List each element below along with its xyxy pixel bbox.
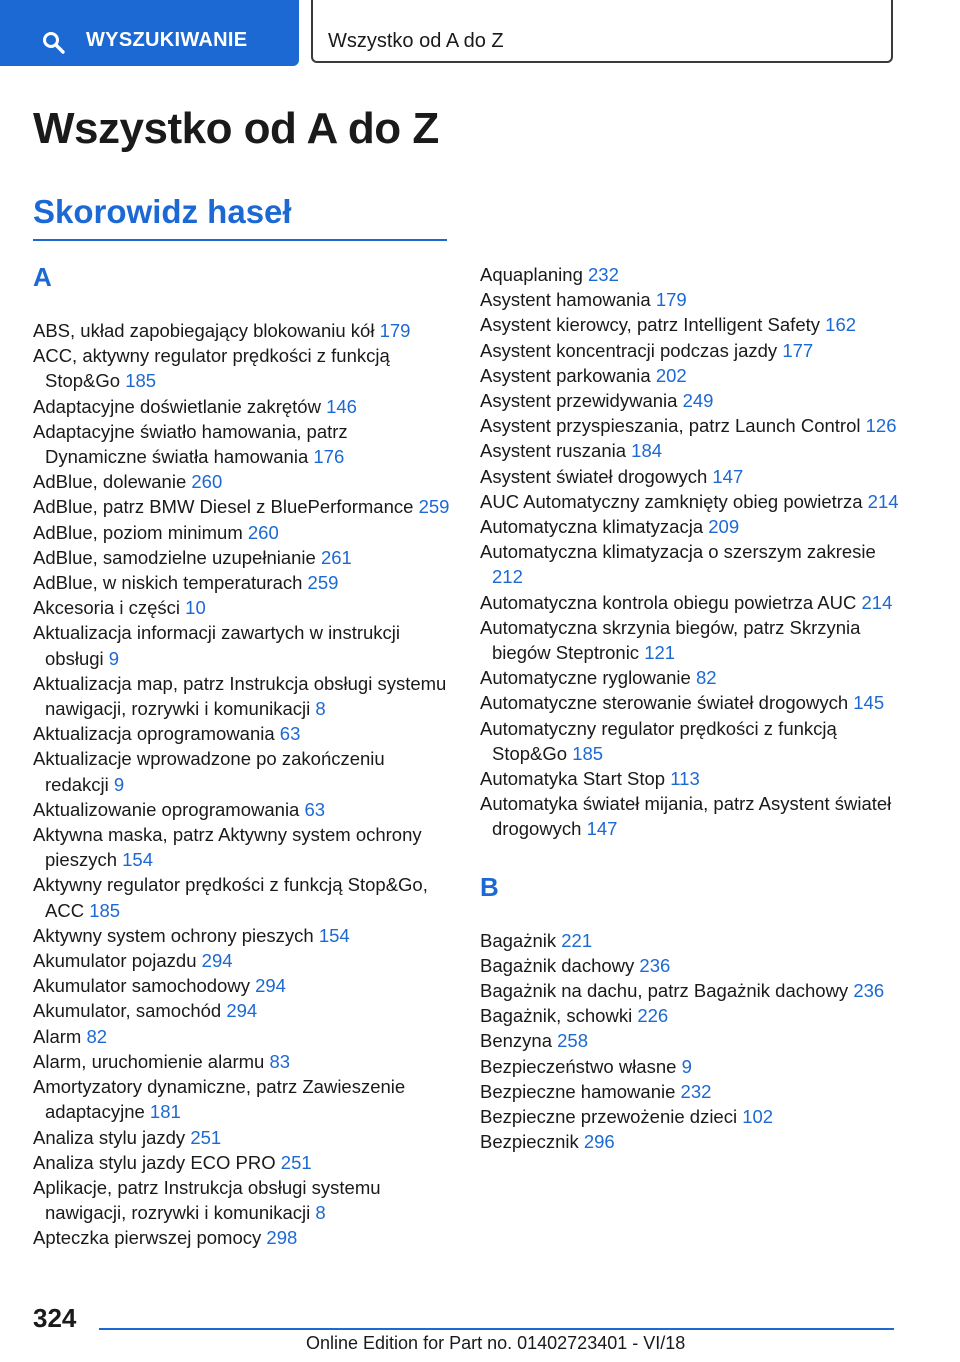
page-reference-link[interactable]: 296: [583, 1131, 615, 1153]
index-entry-text: Analiza stylu jazdy ECO PRO: [33, 1151, 276, 1173]
page-reference-link[interactable]: 202: [655, 364, 687, 386]
index-entry-text: Automatyczna kontrola obiegu powietrza AUC: [480, 591, 857, 613]
index-entry-text: Bagażnik dachowy: [480, 954, 635, 976]
page-reference-link[interactable]: 185: [572, 742, 604, 764]
page-reference-link[interactable]: 260: [191, 471, 223, 493]
index-entry: [33, 1049, 453, 1074]
page-reference-link[interactable]: 146: [326, 395, 357, 417]
index-entry: [480, 615, 900, 665]
page-reference-link[interactable]: 294: [201, 950, 233, 972]
page-reference-link[interactable]: 154: [122, 849, 153, 871]
index-entry-text: AdBlue, poziom minimum: [33, 521, 243, 543]
index-entry-text: Bagażnik: [480, 929, 557, 951]
page-reference-link[interactable]: 179: [655, 289, 687, 311]
index-entry-text: Asystent świateł drogowych: [480, 465, 708, 487]
index-entry-text: Automatyczna skrzynia biegów, patrz Skrzynia biegów Steptronic: [480, 616, 861, 664]
section-title: Skorowidz haseł: [33, 193, 292, 230]
index-entry-text: Aktywny regulator prędkości z funkcją Stop&Go, ACC: [33, 874, 428, 921]
index-entry: [480, 1104, 900, 1129]
page-reference-link[interactable]: 8: [315, 1202, 326, 1224]
page-reference-link[interactable]: 126: [865, 415, 897, 437]
index-entry-text: Aktualizacja informacji zawartych w instrukcji obsługi: [33, 622, 401, 669]
page-reference-link[interactable]: 232: [588, 264, 619, 285]
page-reference-link[interactable]: 249: [682, 390, 714, 412]
index-entry-text: Automatyczne ryglowanie: [480, 667, 691, 689]
index-entry-text: Automatyka świateł mijania, patrz Asystent świateł drogowych: [480, 793, 892, 840]
page-reference-link[interactable]: 236: [853, 980, 885, 1002]
page-reference-link[interactable]: 147: [712, 465, 744, 487]
index-entry-text: Aktualizowanie oprogramowania: [33, 798, 300, 820]
search-icon: [42, 31, 66, 55]
page-reference-link[interactable]: 209: [708, 516, 740, 538]
index-entry: [33, 746, 453, 796]
index-entry-text: Apteczka pierwszej pomocy: [33, 1227, 262, 1249]
page-reference-link[interactable]: 154: [318, 924, 350, 946]
index-entry: [33, 469, 453, 494]
index-entry-text: Asystent koncentracji podczas jazdy: [480, 339, 778, 361]
index-entry-text: Aktualizacja map, patrz Instrukcja obsługi systemu nawigacji, rozrywki i komunikacji: [33, 672, 447, 720]
page-reference-link[interactable]: 181: [149, 1101, 181, 1123]
page-reference-link[interactable]: 82: [86, 1025, 108, 1047]
index-entry-text: Automatyczny regulator prędkości z funkcją Stop&Go: [480, 717, 837, 764]
page-reference-link[interactable]: 258: [557, 1030, 589, 1052]
index-entry: [33, 872, 453, 922]
page-reference-link[interactable]: 83: [269, 1050, 291, 1072]
index-entry-text: AdBlue, patrz BMW Diesel z BluePerformance: [33, 496, 414, 518]
index-entry: [33, 923, 453, 948]
index-entry: [480, 539, 900, 589]
index-entry: [480, 716, 900, 766]
index-entry-text: Aktywny system ochrony pieszych: [33, 924, 314, 946]
top-navigation: [0, 0, 960, 66]
index-entry-text: ABS, układ zapobiegający blokowaniu kół: [33, 320, 375, 341]
search-tab-label: WYSZUKIWANIE: [86, 29, 248, 51]
index-list-a-right: [480, 262, 900, 842]
index-entry: [480, 928, 900, 953]
page-reference-link[interactable]: 145: [853, 692, 885, 714]
index-entry: [480, 287, 900, 312]
index-entry: [480, 1003, 900, 1028]
index-entry: [480, 464, 900, 489]
index-entry-text: AdBlue, w niskich temperaturach: [33, 572, 303, 594]
index-entry-text: AUC Automatyczny zamknięty obieg powietrza: [480, 490, 863, 512]
index-entry: [33, 1225, 453, 1250]
index-entry: [480, 1129, 900, 1154]
page-reference-link[interactable]: 259: [307, 572, 339, 594]
index-entry: [33, 520, 453, 545]
index-entry: [480, 388, 900, 413]
index-entry-text: Alarm, uruchomienie alarmu: [33, 1050, 265, 1072]
page-reference-link[interactable]: 10: [185, 597, 206, 619]
index-entry: [33, 595, 453, 620]
index-entry-text: Automatyczna klimatyzacja o szerszym zakresie: [480, 541, 876, 563]
index-letter-b: B: [480, 871, 499, 902]
index-entry: [33, 1125, 453, 1150]
index-entry: [33, 318, 453, 343]
index-entry: [33, 1024, 453, 1049]
index-entry-text: Adaptacyjne doświetlanie zakrętów: [33, 395, 321, 417]
page-reference-link[interactable]: 214: [861, 591, 893, 613]
index-entry: [33, 973, 453, 998]
page-reference-link[interactable]: 298: [266, 1227, 298, 1249]
section-divider: [33, 239, 447, 241]
index-entry-text: Bezpieczne przewożenie dzieci: [480, 1106, 738, 1128]
index-entry-text: Bezpiecznik: [480, 1131, 579, 1153]
index-entry: [480, 1054, 900, 1079]
index-entry-text: Amortyzatory dynamiczne, patrz Zawieszenie adaptacyjne: [33, 1076, 406, 1123]
index-entry: [33, 545, 453, 570]
index-entry-text: Akumulator pojazdu: [33, 950, 197, 972]
index-entry: [480, 665, 900, 690]
page-reference-link[interactable]: 177: [782, 339, 814, 361]
index-column-left: [33, 262, 453, 1251]
index-entry: [480, 514, 900, 539]
index-entry: [480, 1079, 900, 1104]
page-reference-link[interactable]: 113: [670, 768, 700, 790]
index-entry-text: Benzyna: [480, 1030, 552, 1052]
index-entry: [480, 438, 900, 463]
index-entry-text: Akcesoria i części: [33, 597, 181, 619]
index-entry: [33, 1175, 453, 1225]
index-entry-text: AdBlue, dolewanie: [33, 471, 187, 493]
index-entry-text: Aktywna maska, patrz Aktywny system ochrony pieszych: [33, 824, 422, 871]
index-entry: [33, 948, 453, 973]
index-entry-text: Asystent hamowania: [480, 289, 651, 311]
index-entry-text: ACC, aktywny regulator prędkości z funkcją Stop&Go: [33, 345, 390, 392]
index-entry-text: Analiza stylu jazdy: [33, 1126, 186, 1148]
index-entry: [480, 312, 900, 337]
page-reference-link[interactable]: 261: [320, 546, 352, 568]
index-entry: [480, 978, 900, 1003]
index-entry-text: Asystent parkowania: [480, 364, 651, 386]
index-entry: [33, 494, 453, 519]
page-reference-link[interactable]: 232: [680, 1080, 712, 1102]
page-reference-link[interactable]: 63: [279, 723, 301, 745]
breadcrumb-label: Wszystko od A do Z: [328, 30, 504, 52]
index-entry-text: Alarm: [33, 1025, 82, 1047]
index-entry: [33, 822, 453, 872]
index-entry: [480, 338, 900, 363]
breadcrumb-tab[interactable]: [311, 0, 893, 63]
index-entry-text: Automatyczne sterowanie świateł drogowych: [480, 692, 849, 714]
edition-info: Online Edition for Part no. 01402723401 - VI/18: [306, 1333, 686, 1353]
search-tab[interactable]: [0, 0, 299, 66]
page-reference-link[interactable]: 221: [561, 929, 593, 951]
index-entry: [480, 791, 900, 841]
index-entry: [33, 721, 453, 746]
page-reference-link[interactable]: 185: [89, 899, 121, 921]
index-entry-text: Adaptacyjne światło hamowania, patrz Dynamiczne światła hamowania: [33, 420, 348, 468]
index-entry-text: Automatyczna klimatyzacja: [480, 516, 704, 538]
index-entry: [33, 1074, 453, 1124]
page-reference-link[interactable]: 162: [825, 314, 857, 336]
page-reference-link[interactable]: 179: [379, 320, 411, 341]
page-reference-link[interactable]: 9: [681, 1055, 692, 1077]
index-entry-text: Aktualizacja oprogramowania: [33, 723, 275, 745]
page-reference-link[interactable]: 8: [315, 698, 326, 720]
index-column-right: [480, 262, 900, 1155]
index-entry: [33, 671, 453, 721]
index-entry-text: Aktualizacje wprowadzone po zakończeniu redakcji: [33, 748, 385, 795]
index-entry-text: Asystent kierowcy, patrz Intelligent Safety: [480, 314, 821, 336]
index-entry-text: Aplikacje, patrz Instrukcja obsługi systemu nawigacji, rozrywki i komunikacji: [33, 1176, 381, 1224]
page-reference-link[interactable]: 212: [492, 566, 523, 588]
index-entry: [33, 1150, 453, 1175]
index-entry: [33, 570, 453, 595]
page-reference-link[interactable]: 226: [637, 1005, 669, 1027]
index-entry: [480, 363, 900, 388]
index-entry: [480, 690, 900, 715]
index-entry-text: Bezpieczeństwo własne: [480, 1055, 677, 1077]
index-entry-text: Bagażnik na dachu, patrz Bagażnik dachowy: [480, 980, 849, 1002]
page-reference-link[interactable]: 185: [125, 370, 157, 392]
index-list-b: [480, 928, 900, 1155]
index-entry-text: Bagażnik, schowki: [480, 1005, 633, 1027]
index-entry: [480, 489, 900, 514]
index-entry-text: Akumulator, samochód: [33, 1000, 222, 1022]
index-entry: [33, 797, 453, 822]
page-reference-link[interactable]: 236: [639, 954, 671, 976]
index-entry-text: Bezpieczne hamowanie: [480, 1080, 676, 1102]
page-reference-link[interactable]: 102: [742, 1106, 774, 1128]
index-entry: [480, 262, 900, 287]
page-reference-link[interactable]: 176: [313, 446, 345, 468]
page-reference-link[interactable]: 82: [695, 667, 717, 689]
index-entry: [480, 1028, 900, 1053]
index-entry: [480, 766, 900, 791]
index-list-a-left: [33, 318, 453, 1251]
footer-divider: [99, 1328, 894, 1330]
index-entry: [33, 998, 453, 1023]
index-entry: [33, 394, 453, 419]
page-reference-link[interactable]: 260: [247, 521, 279, 543]
page-reference-link[interactable]: 214: [867, 490, 899, 512]
index-entry-text: AdBlue, samodzielne uzupełnianie: [33, 546, 316, 568]
page-reference-link[interactable]: 9: [108, 647, 120, 669]
page-reference-link[interactable]: 251: [280, 1151, 312, 1173]
page-reference-link[interactable]: 259: [418, 496, 450, 518]
page-number: 324: [33, 1303, 77, 1333]
index-entry: [480, 413, 900, 438]
index-entry-text: Akumulator samochodowy: [33, 975, 250, 997]
page-reference-link[interactable]: 121: [644, 642, 676, 664]
index-entry-text: Asystent przewidywania: [480, 390, 678, 412]
index-entry: [33, 620, 453, 670]
index-entry: [33, 419, 453, 469]
page-reference-link[interactable]: 251: [190, 1126, 222, 1148]
index-entry: [480, 953, 900, 978]
page-reference-link[interactable]: 294: [255, 975, 286, 997]
index-entry: [33, 343, 453, 393]
page-reference-link[interactable]: 63: [304, 798, 326, 820]
page-reference-link[interactable]: 294: [226, 1000, 258, 1022]
index-entry-text: Aquaplaning: [480, 264, 583, 285]
index-entry-text: Asystent ruszania: [480, 440, 627, 462]
page-title: Wszystko od A do Z: [33, 104, 439, 153]
page-reference-link[interactable]: 9: [113, 773, 125, 795]
page-reference-link[interactable]: 184: [631, 440, 663, 462]
page-reference-link[interactable]: 147: [586, 818, 618, 840]
index-letter-a: A: [33, 262, 52, 292]
index-entry: [480, 590, 900, 615]
index-entry-text: Automatyka Start Stop: [480, 768, 666, 790]
index-entry-text: Asystent przyspieszania, patrz Launch Control: [480, 415, 861, 437]
